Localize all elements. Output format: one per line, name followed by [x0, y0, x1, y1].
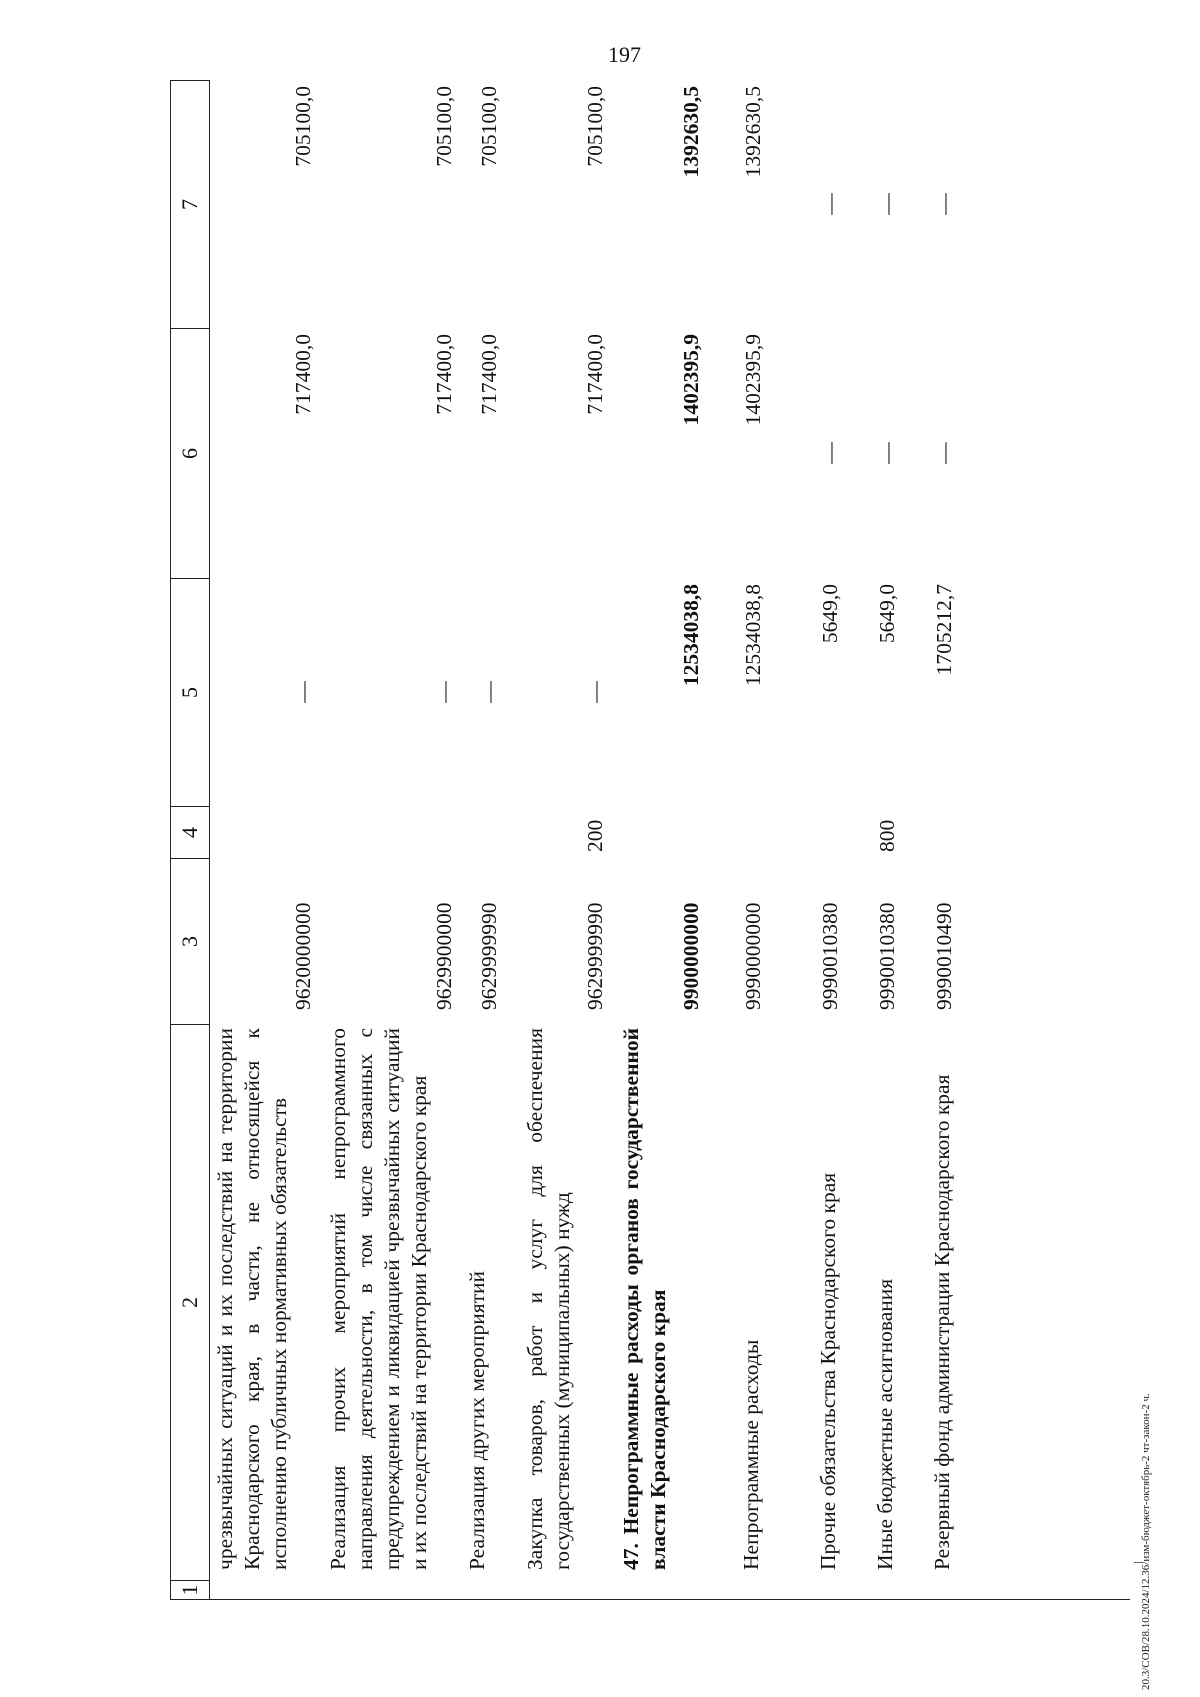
row-amount-5: —: [477, 681, 501, 703]
row-name: Закупка товаров, работ и услуг для обеспечения государственных (муниципальных) нужд: [523, 1028, 574, 1570]
budget-table: [170, 80, 1130, 1600]
header-col-1: 1: [170, 1580, 210, 1600]
row-amount-6: 1402395,9: [679, 334, 703, 426]
row-amount-6: 717400,0: [432, 334, 456, 415]
table-header-row: [170, 80, 210, 1600]
table-row: [616, 80, 736, 1600]
row-amount-7: 1392630,5: [741, 86, 765, 178]
row-vr: [323, 806, 462, 858]
row-name: Резервный фонд администрации Краснодарского края: [930, 1074, 954, 1570]
row-amount-7: 1392630,5: [679, 86, 703, 178]
row-code: 9990000000: [741, 902, 765, 1010]
footer-code: 20.3/СОВ/28.10.2024/12.36/изм-бюджет-октябрь-2 чт-закон-2 ч.: [1140, 1393, 1152, 1690]
row-amount-5: —: [583, 681, 607, 703]
table-row: [870, 80, 927, 1600]
row-vr: 200: [583, 819, 607, 852]
row-amount-5: 5649,0: [875, 584, 899, 644]
row-code: 9990010380: [875, 902, 899, 1010]
row-amount-7: 705100,0: [291, 86, 315, 167]
row-code: 9620000000: [291, 902, 315, 1010]
row-name: Реализация других мероприятий: [465, 1270, 489, 1570]
row-vr: [210, 806, 323, 858]
row-amount-6: 717400,0: [291, 334, 315, 415]
row-code: 9990010380: [818, 902, 842, 1010]
row-name: Непрограммные расходы: [739, 1339, 763, 1570]
row-code: 9629900000: [432, 902, 456, 1010]
header-col-4: 4: [170, 806, 210, 858]
row-amount-6: 717400,0: [477, 334, 501, 415]
row-name: Реализация прочих мероприятий непрограммного направления деятельности, в том числе связанных с предупреждением и ликвидацией чрезвычайных ситуаций и их последствий на территории Краснодарского края: [326, 1028, 431, 1570]
table-row: [813, 80, 870, 1600]
header-col-7: 7: [170, 80, 210, 328]
row-code: 9990010490: [932, 902, 956, 1010]
table-row: [323, 80, 462, 1600]
table-row: [736, 80, 813, 1600]
table-row: [927, 80, 984, 1600]
row-amount-5: 1705212,7: [932, 584, 956, 676]
row-code: 9900000000: [679, 902, 703, 1010]
row-amount-5: 12534038,8: [679, 584, 703, 687]
row-amount-5: —: [291, 681, 315, 703]
row-amount-6: —: [818, 442, 842, 464]
row-amount-5: 12534038,8: [741, 584, 765, 687]
row-amount-7: 705100,0: [583, 86, 607, 167]
row-amount-7: —: [818, 193, 842, 215]
page-number: 197: [608, 42, 641, 67]
row-name: 47. Непрограммные расходы органов государственной власти Краснодарского края: [619, 1028, 670, 1570]
row-vr: [736, 806, 813, 858]
row-name: Иные бюджетные ассигнования: [873, 1278, 897, 1570]
header-col-5: 5: [170, 578, 210, 806]
table-row: [462, 80, 520, 1600]
row-vr: [813, 806, 870, 858]
header-col-3: 3: [170, 858, 210, 1024]
header-col-2: 2: [170, 1024, 210, 1580]
header-col-6: 6: [170, 328, 210, 578]
row-vr: [927, 806, 984, 858]
row-amount-7: 705100,0: [477, 86, 501, 167]
row-name: чрезвычайных ситуаций и их последствий на территории Краснодарского края, в части, не относящейся к исполнению публичных нормативных обязательств: [213, 1028, 291, 1570]
table-row: [210, 80, 323, 1600]
row-vr: [462, 806, 520, 858]
row-amount-7: —: [875, 193, 899, 215]
table-row: [520, 80, 616, 1600]
row-vr: 800: [875, 819, 899, 852]
row-amount-6: 1402395,9: [741, 334, 765, 426]
row-amount-6: —: [932, 442, 956, 464]
row-amount-7: 705100,0: [432, 86, 456, 167]
row-amount-6: 717400,0: [583, 334, 607, 415]
row-name: Прочие обязательства Краснодарского края: [816, 1172, 840, 1570]
row-amount-7: —: [932, 193, 956, 215]
row-code: 9629999990: [583, 902, 607, 1010]
row-code: 9629999990: [477, 902, 501, 1010]
row-vr: [616, 806, 736, 858]
row-amount-5: —: [432, 681, 456, 703]
row-amount-5: 5649,0: [818, 584, 842, 644]
row-amount-6: —: [875, 442, 899, 464]
